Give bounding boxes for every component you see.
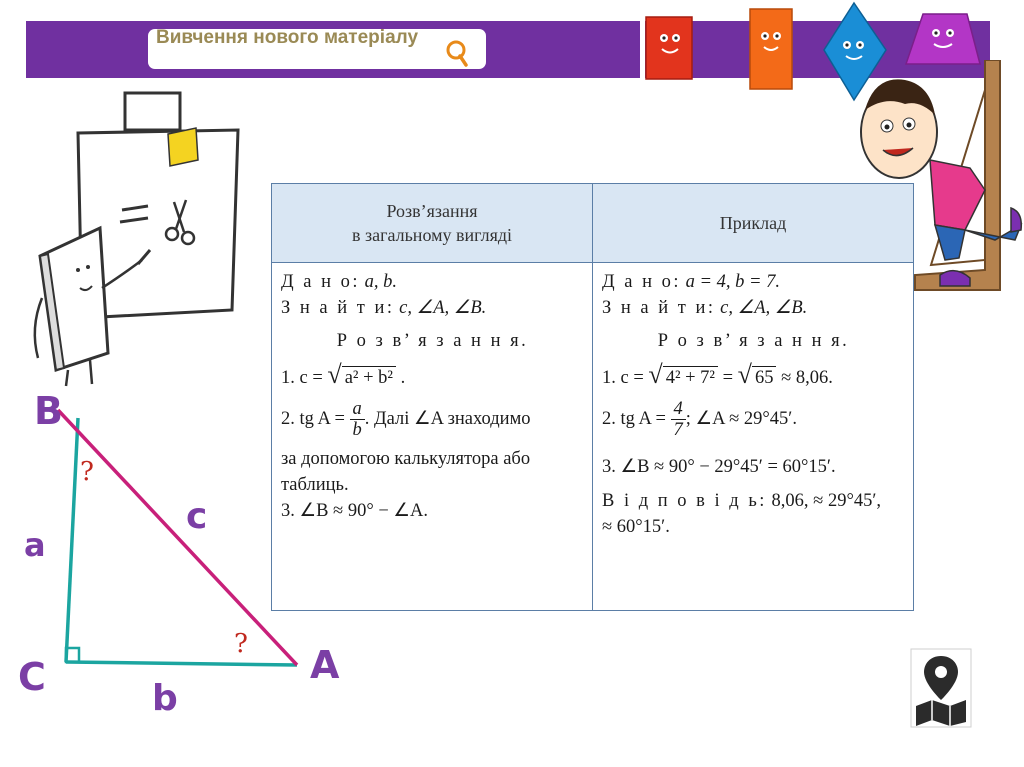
example-step2-fraction: $\frac{4}{7}$	[671, 399, 686, 440]
example-solution-heading: Р о з в’ я з а н н я.	[657, 331, 850, 351]
example-step1-prefix: 1. c =	[602, 368, 644, 388]
example-solution-cell	[593, 263, 914, 611]
leg-a	[66, 418, 78, 662]
step1-prefix: 1. c =	[281, 368, 323, 388]
angle-a-question: ?	[234, 629, 248, 659]
answer-continuation: ≈ 60°15′.	[602, 517, 670, 537]
answer-value: 8,06, ≈ 29°45′,	[771, 491, 882, 511]
step1-suffix: .	[400, 368, 406, 388]
example-given-value: a = 4, b = 7.	[685, 272, 780, 292]
example-step2-prefix: 2. tg A =	[602, 408, 666, 429]
header-general-line1: Розв’язання	[386, 201, 478, 221]
trapezoid-face-icon	[906, 14, 980, 64]
header-general	[272, 184, 593, 263]
answer-label: В і д п о в і д ь:	[602, 491, 767, 511]
example-given-label: Д а н о:	[602, 272, 681, 292]
map-pin-icon[interactable]	[910, 648, 972, 728]
angle-b-question: ?	[80, 457, 94, 487]
hypotenuse-c	[58, 410, 297, 665]
solution-heading: Р о з в’ я з а н н я.	[336, 331, 529, 351]
sqrt-symbol: √	[737, 360, 752, 389]
example-step2-suffix: ; ∠A ≈ 29°45′.	[685, 408, 797, 429]
sqrt-symbol: √	[648, 360, 663, 389]
vertex-a-label: A	[310, 643, 340, 687]
example-step3: 3. ∠B ≈ 90° − 29°45′ = 60°15′.	[602, 457, 836, 477]
side-c-label: c	[186, 496, 208, 537]
example-step1-suffix: ≈ 8,06.	[781, 368, 833, 388]
board-illustration	[20, 88, 260, 388]
step1-radicand: a² + b²	[342, 366, 396, 389]
vertex-b-label: B	[34, 389, 63, 433]
given-value: a, b.	[364, 272, 397, 292]
side-a-label: a	[24, 526, 46, 564]
find-label: З н а й т и:	[281, 298, 395, 318]
page-title: Вивчення нового матеріалу	[156, 27, 419, 48]
square-face-icon	[646, 17, 692, 79]
side-b-label: b	[152, 678, 178, 719]
example-find-label: З н а й т и:	[602, 298, 716, 318]
leg-b	[66, 662, 297, 665]
example-step1-radicand: 4² + 7²	[663, 366, 718, 389]
search-icon[interactable]	[444, 38, 470, 68]
example-step1-radicand2: 65	[752, 366, 777, 389]
step2-prefix: 2. tg A =	[281, 408, 345, 429]
general-solution-cell	[272, 263, 593, 611]
header-example: Приклад	[593, 184, 914, 263]
find-value: c, ∠A, ∠B.	[399, 298, 487, 318]
example-find-value: c, ∠A, ∠B.	[720, 298, 808, 318]
solution-table	[271, 183, 914, 611]
rectangle-face-icon	[750, 9, 792, 89]
step2-continuation-1: за допомогою калькулятора або	[281, 449, 531, 469]
vertex-c-label: C	[18, 655, 46, 699]
step2-fraction: $\frac{a}{b}$	[350, 399, 365, 440]
given-label: Д а н о:	[281, 272, 360, 292]
example-step1-mid: =	[722, 368, 734, 388]
step3: 3. ∠B ≈ 90° − ∠A.	[281, 501, 428, 521]
sqrt-symbol: √	[327, 360, 342, 389]
header-general-line2: в загальному вигляді	[351, 225, 513, 245]
step2-suffix: . Далі ∠A знаходимо	[364, 408, 531, 429]
step2-continuation-2: таблиць.	[281, 475, 349, 495]
